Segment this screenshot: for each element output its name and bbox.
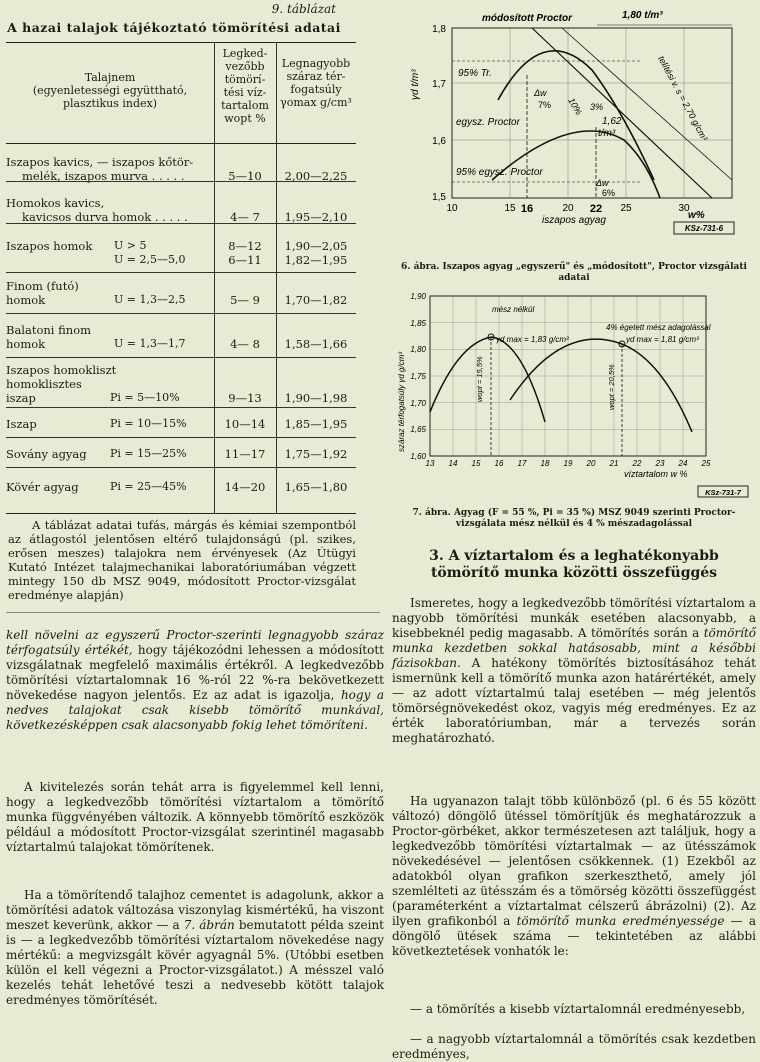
cell-soil: Kövér agyag bbox=[6, 480, 79, 494]
cell-param: Pi = 10—15% bbox=[110, 417, 187, 430]
cell-gamma: 1,65—1,80 bbox=[284, 480, 348, 494]
figure7-grid bbox=[430, 296, 706, 456]
figure7-ytick: 1,65 bbox=[410, 425, 426, 434]
cell-gamma: 1,95—2,10 bbox=[284, 210, 348, 224]
section-paragraph-2 bbox=[392, 794, 756, 959]
header-soil-line: (egyenletességi együttható, bbox=[32, 84, 188, 97]
figure7-xtick: 13 bbox=[425, 459, 435, 468]
figure7-xtick: 18 bbox=[540, 459, 550, 468]
header-soil-line: Talajnem bbox=[84, 71, 136, 84]
figure7-xtick: 14 bbox=[448, 459, 458, 468]
cell-soil-line: homoklisztes bbox=[6, 377, 82, 391]
figure7-lime-curve bbox=[510, 339, 692, 432]
header-wopt-line: tartalom bbox=[221, 99, 269, 112]
cell-wopt: 5— 9 bbox=[230, 293, 260, 307]
figure6-ytick: 1,7 bbox=[432, 79, 446, 90]
cell-soil: Iszap bbox=[6, 417, 37, 431]
table-number: 9. táblázat bbox=[271, 2, 336, 16]
figure6-saturation-line bbox=[562, 28, 732, 180]
cell-soil: Sovány agyag bbox=[6, 447, 87, 461]
cell-soil: Iszapos homok bbox=[6, 239, 93, 253]
figure6-xtick: 20 bbox=[562, 203, 574, 214]
cell-soil-line: Iszapos kavics, — iszapos kőtör- bbox=[6, 155, 194, 169]
figure7-xtick: 17 bbox=[517, 459, 527, 468]
header-wopt-line: wopt % bbox=[224, 112, 266, 125]
soil-table bbox=[6, 42, 356, 514]
figure7-xtick: 20 bbox=[586, 459, 596, 468]
cell-param: Pi = 25—45% bbox=[110, 480, 187, 493]
cell-wopt: 4— 7 bbox=[230, 210, 260, 224]
figure7-wopt1: wopt = 15,5% bbox=[475, 356, 484, 402]
header-wopt-line: Legked- bbox=[222, 47, 268, 60]
figure7-code: KSz-731-7 bbox=[705, 488, 741, 497]
figure6-xtick: 10 bbox=[446, 203, 458, 214]
cell-wopt-line: 8—12 bbox=[228, 239, 262, 253]
figure7-ylabel: száraz térfogatsúly γd g/cm³ bbox=[397, 351, 406, 452]
header-wopt bbox=[214, 47, 276, 125]
header-gamma-line: Legnagyobb bbox=[281, 57, 351, 70]
figure7-gmax1: γd max = 1,83 g/cm³ bbox=[496, 335, 569, 344]
left-paragraph-1 bbox=[6, 628, 384, 733]
cell-soil-line: Iszapos homokliszt bbox=[6, 363, 117, 377]
cell-gamma bbox=[276, 239, 356, 267]
figure6-tr95: 95% Tr. bbox=[458, 68, 492, 79]
figure7-ytick: 1,90 bbox=[410, 292, 426, 301]
figure6-dw7: Δw bbox=[534, 88, 547, 98]
cell-gamma-line: 1,82—1,95 bbox=[284, 253, 348, 267]
figure7-ytick: 1,80 bbox=[410, 345, 426, 354]
figure6-dwval: 6% bbox=[602, 188, 616, 198]
cell-gamma-line: 1,90—2,05 bbox=[284, 239, 348, 253]
left-paragraph-3 bbox=[6, 888, 384, 1008]
figure6-xtick: 15 bbox=[504, 203, 516, 214]
figure6-simple-label: egysz. Proctor bbox=[456, 117, 520, 128]
text: Ha a tömörítendő talajhoz cementet is adagolunk, akkor a tömörítési adatok változása viszonylag kismértékű, ha viszont meszet keverünk, akkor — a bbox=[6, 888, 384, 932]
header-gamma-line: fogatsúly bbox=[290, 83, 342, 96]
figure6-modified-label: módosított Proctor bbox=[482, 13, 572, 24]
figure6-chart bbox=[392, 0, 756, 258]
text: Ismeretes, hogy a legkedvezőbb tömörítési víztartalom a nagyobb tömörítési munkák esetében alacsonyabb, a kisebbeknél pedig magasabb. A tömörítés során a bbox=[392, 596, 756, 640]
figure7-chart bbox=[392, 282, 756, 508]
cell-gamma: 1,90—1,98 bbox=[284, 391, 348, 405]
cell-wopt: 14—20 bbox=[224, 480, 266, 494]
figure6-ytick: 1,8 bbox=[432, 24, 446, 35]
section-title: 3. A víztartalom és a leghatékonyabb tömörítő munka közötti összefüggés bbox=[429, 548, 719, 581]
cell-soil bbox=[6, 279, 79, 307]
cell-soil-line: melék, iszapos murva . . . . . bbox=[22, 169, 185, 183]
text: A hatékony tömörítés biztosításához tehát ismernünk kell a tömörítő munka azon határértékét, amely — az adott víztartalmú talaj esetében — még jelentős tömörségnövekedést okoz, vagyis még eredményes. Ez az érték laboratóriumban, már a tervezés során meghatározható. bbox=[392, 656, 756, 745]
cell-soil bbox=[6, 323, 91, 351]
emphasis: tömörítő munka eredményessége bbox=[516, 914, 725, 928]
text: — a döngölő ütések száma — tekintetében az alábbi következtetések vonhatók le: bbox=[392, 914, 756, 958]
cell-soil-line: Homokos kavics, bbox=[6, 196, 105, 210]
emphasis: 7. ábrán bbox=[183, 918, 235, 932]
left-paragraph-2: A kivitelezés során tehát arra is figyelemmel kell lenni, hogy a legkedvezőbb tömörítési víztartalom a tömörítő munka függvényében változik. A könnyebb tömörítő eszközök például a módosított Proctor-vizsgálat szerintinél magasabb víztartalmú talajokat tömörítenek. bbox=[6, 780, 384, 854]
cell-wopt: 10—14 bbox=[224, 417, 266, 431]
figure7-xtick: 24 bbox=[678, 459, 688, 468]
figure6-ytick: 1,5 bbox=[432, 192, 446, 203]
text: hogy tájékozódni lehessen a módosított vizsgálatnak megfelelő maximális értékről. A legkedvezőbb tömörítési víztartalomnak 16 %-ról 22 %-ra bekövetkezett növekedése nagyon jelentős. Ez az adat is igazolja, bbox=[6, 643, 385, 702]
text: bemutatott példa szeint is — a legkedvezőbb tömörítési víztartalom növekedése nagy mértékű: a megvizsgált kövér agyagnál 5%. (Utóbbi esetben külön el kell végezni a Proctor-vizsgálatot.) A mésszel való kezelés tehát lehetővé teszi a nedvesebb kötött talajok eredményes tömörítését. bbox=[6, 918, 384, 1007]
cell-gamma: 1,75—1,92 bbox=[284, 447, 348, 461]
cell-gamma: 1,58—1,66 bbox=[284, 337, 348, 351]
figure7-xtick: 25 bbox=[701, 459, 711, 468]
figure6-gmax2unit: t/m³ bbox=[598, 128, 616, 139]
cell-soil-line: homok bbox=[6, 337, 46, 351]
figure7-xlabel: víztartalom w % bbox=[624, 469, 688, 479]
cell-wopt: 5—10 bbox=[228, 169, 262, 183]
figure6-xtick: 30 bbox=[678, 203, 690, 214]
emphasis: tömörítő munka kezdetben sokkal hatásosabb, mint a későbbi fázisokban. bbox=[392, 626, 756, 670]
emphasis: kell növelni az egyszerű Proctor-szerinti legnagyobb száraz térfogatsúly értékét, bbox=[6, 628, 384, 657]
figure6-ytick: 1,6 bbox=[432, 136, 446, 147]
cell-soil bbox=[6, 155, 212, 183]
section-paragraph-1 bbox=[392, 596, 756, 746]
figure7-nolime-curve bbox=[430, 337, 545, 422]
figure6-xtick: 16 bbox=[520, 203, 534, 215]
cell-soil-line: Finom (futó) bbox=[6, 279, 79, 293]
cell-wopt: 4— 8 bbox=[230, 337, 260, 351]
figure7-ytick: 1,70 bbox=[410, 399, 426, 408]
figure7-lime-label: 4% égetett mész adagolással bbox=[606, 323, 711, 332]
table-title: A hazai talajok tájékoztató tömörítési adatai bbox=[7, 20, 341, 35]
cell-gamma: 1,85—1,95 bbox=[284, 417, 348, 431]
emphasis: hogy a nedves talajokat csak kisebb tömörítő munkával, következésképpen csak alacsonyabb fokig lehet tömöríteni. bbox=[6, 688, 384, 732]
figure7-wopt2: wopt = 20,5% bbox=[607, 364, 616, 410]
cell-param: Pi = 15—25% bbox=[110, 447, 187, 460]
header-gamma-line: száraz tér- bbox=[286, 70, 346, 83]
cell-wopt-line: 6—11 bbox=[228, 253, 262, 267]
cell-soil bbox=[6, 196, 212, 224]
cell-soil-line: kavicsos durva homok . . . . . bbox=[22, 210, 188, 224]
list-item: — a tömörítés a kisebb víztartalomnál eredményesebb, bbox=[410, 1002, 746, 1016]
figure6-dw: Δw bbox=[596, 178, 609, 188]
cell-soil-line: iszap bbox=[6, 391, 36, 405]
figure6-xunit: w% bbox=[688, 210, 705, 221]
figure7-xtick: 15 bbox=[471, 459, 481, 468]
figure7-nolime-label: mész nélkül bbox=[492, 305, 535, 314]
cell-param: Pi = 5—10% bbox=[110, 391, 180, 404]
figure6-xlabel: iszapos agyag bbox=[542, 215, 606, 226]
figure7-gmax2: γd max = 1,81 g/cm³ bbox=[626, 335, 699, 344]
cell-soil-line: Balatoni finom bbox=[6, 323, 92, 337]
figure7-xtick: 19 bbox=[563, 459, 573, 468]
figure7-ytick: 1,85 bbox=[410, 319, 426, 328]
figure6-xtick: 22 bbox=[589, 203, 603, 215]
figure6-pct10: 10% bbox=[566, 96, 584, 117]
cell-gamma: 1,70—1,82 bbox=[284, 293, 348, 307]
text: Ha ugyanazon talajt több különböző (pl. 6 és 55 között változó) döngölő ütéssel tömörítjük és meghatározzuk a Proctor-görbéket, akkor természetesen azt találjuk, hogy a legkedvezőbb tömörítési víztartalmak — az ütésszámok növekedésével — jelentősen csökkennek. (1) Ezekből az adatokból olyan grafikon szerkeszthető, amely jól szemlélteti az ütésszám és a tömörség közötti összefüggést (paraméterként a víztartalmat célszerű ábrázolni) (2). Az ilyen grafikonból a bbox=[392, 794, 756, 928]
figure7-xtick: 22 bbox=[632, 459, 642, 468]
figure6-xtick: 25 bbox=[620, 203, 632, 214]
figure6-ylabel: γd t/m³ bbox=[410, 69, 421, 100]
cell-param: U = 1,3—1,7 bbox=[114, 337, 186, 350]
table-note: A táblázat adatai tufás, márgás és kémiai szempontból az átlagostól jelentősen eltérő tulajdonságú (pl. szikes, erősen meszes) talajokra nem érvényesek (Az Útügyi Kutató Intézet talajmechanikai laboratóriumában végzett mintegy 150 db MSZ 9049, módosított Proctor-vizsgálat eredménye alapján) bbox=[8, 518, 356, 602]
figure7-ytick: 1,60 bbox=[410, 452, 426, 461]
header-gamma-line: γomax g/cm³ bbox=[280, 96, 352, 109]
header-soil bbox=[6, 71, 214, 110]
cell-wopt: 9—13 bbox=[228, 391, 262, 405]
cell-soil bbox=[6, 363, 116, 405]
figure7-xtick: 16 bbox=[494, 459, 504, 468]
cell-wopt bbox=[214, 239, 276, 267]
header-wopt-line: tömörí- bbox=[224, 73, 266, 86]
figure6-caption: 6. ábra. Iszapos agyag „egyszerű" és „módosított", Proctor vizsgálati adatai bbox=[401, 262, 747, 283]
figure6-dw7val: 7% bbox=[538, 100, 552, 110]
figure6-saturation-label: telítési v. s = 2,70 g/cm³ bbox=[656, 54, 710, 143]
figure6-tr95simple: 95% egysz. Proctor bbox=[456, 167, 543, 178]
cell-param: U = 1,3—2,5 bbox=[114, 293, 186, 306]
header-gamma bbox=[276, 57, 356, 109]
cell-param: U > 5 U = 2,5—5,0 bbox=[114, 239, 186, 266]
figure7-ytick: 1,75 bbox=[410, 372, 426, 381]
cell-soil-line: homok bbox=[6, 293, 46, 307]
figure6-pct3: 3% bbox=[590, 102, 604, 112]
figure7-xtick: 21 bbox=[609, 459, 619, 468]
figure6-gmax1: 1,80 t/m³ bbox=[622, 10, 663, 21]
figure7-xtick: 23 bbox=[655, 459, 665, 468]
header-wopt-line: vezőbb bbox=[225, 60, 265, 73]
figure6-code: KSz-731-6 bbox=[684, 224, 724, 233]
cell-wopt: 11—17 bbox=[224, 447, 266, 461]
separator bbox=[6, 612, 380, 613]
header-soil-line: plasztikus index) bbox=[62, 97, 158, 110]
figure7-caption: 7. ábra. Agyag (F = 55 %, Pi = 35 %) MSZ 9049 szerinti Proctor-vizsgálata mész nélkül és 4 % mészadagolással bbox=[412, 508, 736, 529]
cell-gamma: 2,00—2,25 bbox=[284, 169, 348, 183]
figure6-gmax2: 1,62 bbox=[602, 116, 622, 127]
list-item: — a nagyobb víztartalomnál a tömörítés csak kezdetben eredményes, bbox=[392, 1032, 756, 1061]
header-wopt-line: tési víz- bbox=[223, 86, 267, 99]
